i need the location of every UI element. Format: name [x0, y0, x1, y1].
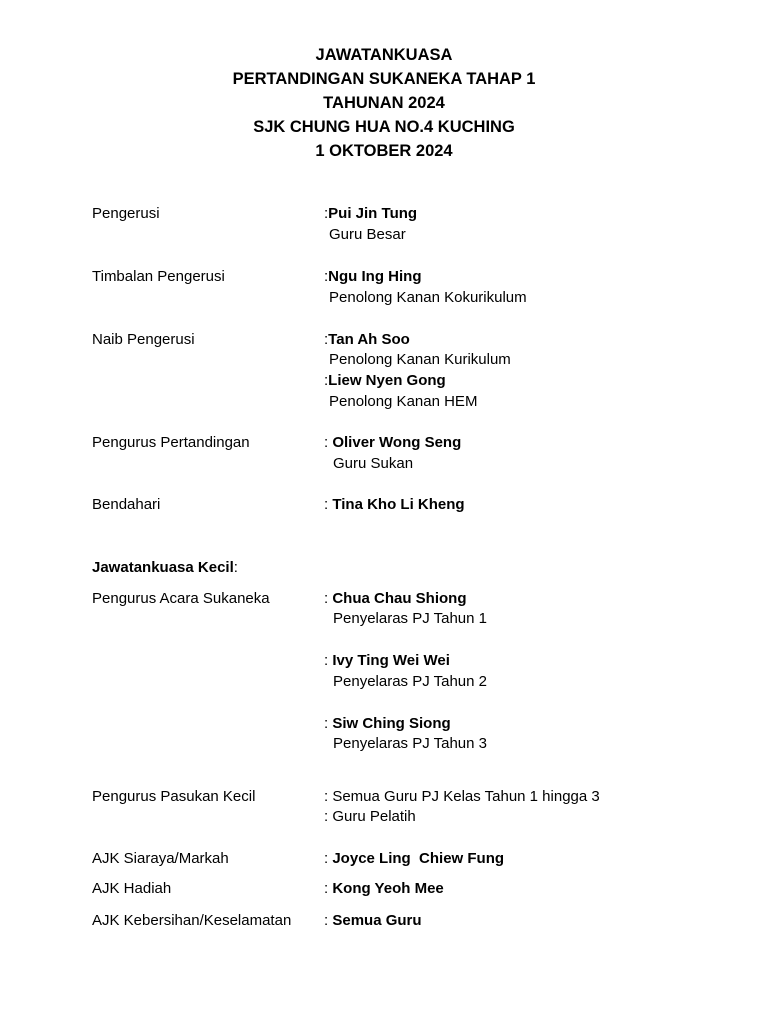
person-name	[324, 371, 446, 391]
name-text: Pui Jin Tung	[328, 205, 418, 222]
position-title: Penolong Kanan Kurikulum	[329, 351, 511, 368]
assignment-text: : Guru Pelatih	[324, 808, 416, 825]
colon-separator: :	[324, 590, 333, 607]
role-label: Naib Pengerusi	[92, 331, 195, 348]
role-label: Pengurus Acara Sukaneka	[92, 590, 270, 607]
name-text: Ngu Ing Hing	[328, 268, 422, 285]
name-text: Oliver Wong Seng	[332, 434, 462, 451]
role-label: AJK Siaraya/Markah	[92, 850, 229, 867]
person-name	[324, 330, 410, 350]
colon-separator: :	[324, 715, 333, 732]
name-text: Liew Nyen Gong	[328, 372, 446, 389]
heading-colon: :	[233, 559, 238, 576]
role-label: AJK Hadiah	[92, 880, 172, 897]
person-name	[324, 495, 465, 515]
role-label: Pengurus Pasukan Kecil	[92, 788, 256, 805]
colon-separator: :	[324, 372, 329, 389]
position-title: Penyelaras PJ Tahun 2	[333, 673, 487, 690]
document-title	[0, 43, 768, 163]
title-line-4: SJK CHUNG HUA NO.4 KUCHING	[253, 118, 515, 136]
title-line-1: JAWATANKUASA	[315, 46, 453, 64]
position-title: Penyelaras PJ Tahun 1	[333, 610, 487, 627]
colon-separator: :	[324, 496, 333, 513]
position-title: Guru Sukan	[333, 455, 414, 472]
title-line-2: PERTANDINGAN SUKANEKA TAHAP 1	[232, 70, 536, 88]
position-title: Penyelaras PJ Tahun 3	[333, 735, 487, 752]
person-name	[324, 911, 422, 931]
name-text: Tan Ah Soo	[328, 331, 410, 348]
person-name	[324, 651, 450, 671]
person-name	[324, 879, 444, 899]
section-heading	[92, 558, 238, 578]
role-label: AJK Kebersihan/Keselamatan	[92, 912, 292, 929]
name-text: Tina Kho Li Kheng	[332, 496, 465, 513]
name-text: Kong Yeoh Mee	[332, 880, 444, 897]
role-label: Bendahari	[92, 496, 161, 513]
name-text: Semua Guru	[332, 912, 422, 929]
person-name	[324, 849, 504, 869]
name-text: Joyce Ling Chiew Fung	[332, 850, 505, 867]
person-name	[324, 714, 451, 734]
person-name	[324, 204, 417, 224]
person-name	[324, 267, 421, 287]
colon-separator: :	[324, 880, 333, 897]
position-title: Penolong Kanan HEM	[329, 393, 478, 410]
colon-separator: :	[324, 912, 333, 929]
colon-separator: :	[324, 205, 329, 222]
colon-separator: :	[324, 652, 333, 669]
heading-text: Jawatankuasa Kecil	[92, 559, 234, 576]
colon-separator: :	[324, 434, 333, 451]
title-line-5: 1 OKTOBER 2024	[315, 142, 453, 160]
position-title: Guru Besar	[329, 226, 406, 243]
assignment-text: : Semua Guru PJ Kelas Tahun 1 hingga 3	[324, 788, 600, 805]
name-text: Siw Ching Siong	[332, 715, 451, 732]
position-title: Penolong Kanan Kokurikulum	[329, 289, 527, 306]
person-name	[324, 433, 461, 453]
colon-separator: :	[324, 850, 333, 867]
name-text: Ivy Ting Wei Wei	[332, 652, 450, 669]
colon-separator: :	[324, 331, 329, 348]
name-text: Chua Chau Shiong	[332, 590, 467, 607]
role-label: Timbalan Pengerusi	[92, 268, 225, 285]
title-line-3: TAHUNAN 2024	[323, 94, 445, 112]
colon-separator: :	[324, 268, 329, 285]
person-name	[324, 589, 467, 609]
role-label: Pengerusi	[92, 205, 160, 222]
role-label: Pengurus Pertandingan	[92, 434, 250, 451]
